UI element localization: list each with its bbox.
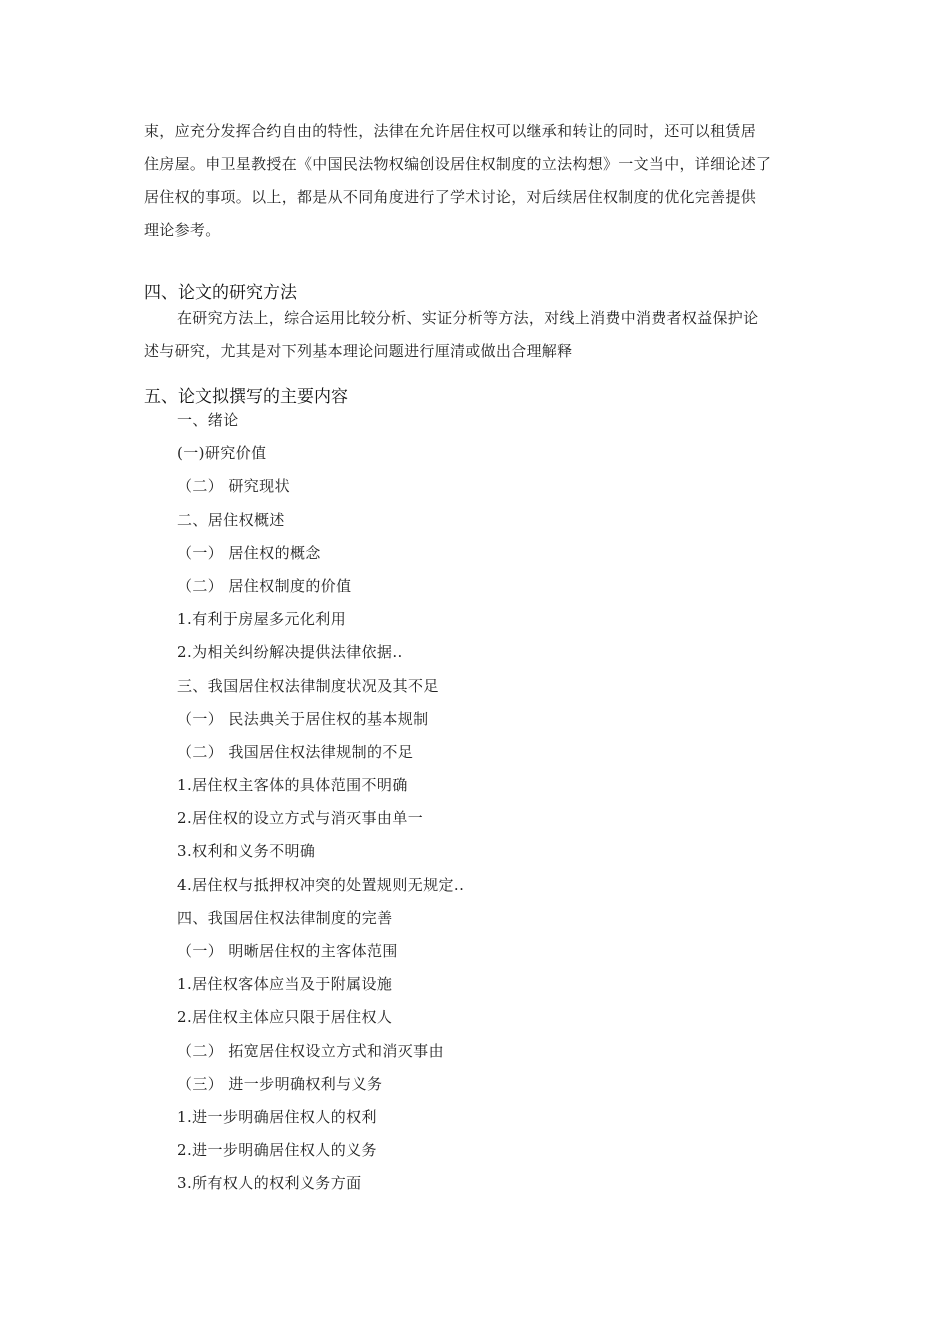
outline-item: 一、绪论	[177, 411, 239, 429]
outline-item: （二） 拓宽居住权设立方式和消灭事由	[177, 1041, 444, 1060]
outline-item: （一） 居住权的概念	[177, 543, 321, 562]
paragraph-line: 在研究方法上，综合运用比较分析、实证分析等方法，对线上消费中消费者权益保护论	[177, 309, 759, 327]
outline-item: （二） 居住权制度的价值	[177, 576, 352, 595]
outline-item: （二） 研究现状	[177, 477, 290, 496]
outline-item: （一） 明晰居住权的主客体范围	[177, 942, 398, 960]
outline-item: 4.居住权与抵押权冲突的处置规则无规定..	[177, 875, 465, 894]
section-heading-main-content: 五、论文拟撰写的主要内容	[144, 387, 348, 407]
outline-item: 三、我国居住权法律制度状况及其不足	[177, 676, 439, 695]
outline-item: 3.所有权人的权利义务方面	[177, 1174, 362, 1193]
paragraph-line: 理论参考。	[144, 221, 221, 239]
paragraph-line: 束，应充分发挥合约自由的特性，法律在允许居住权可以继承和转让的同时，还可以租赁居	[144, 122, 757, 140]
outline-item: 二、居住权概述	[177, 510, 285, 529]
outline-item: 1.进一步明确居住权人的权利	[177, 1107, 377, 1126]
outline-item: （二） 我国居住权法律规制的不足	[177, 742, 414, 761]
outline-item: 1.居住权主客体的具体范围不明确	[177, 776, 408, 795]
paragraph-line: 述与研究，尤其是对下列基本理论问题进行厘清或做出合理解释	[144, 342, 573, 360]
outline-item: （一） 民法典关于居住权的基本规制	[177, 709, 429, 728]
outline-item: 四、我国居住权法律制度的完善	[177, 908, 393, 927]
outline-item: (一)研究价值	[177, 444, 267, 463]
outline-item: 2.进一步明确居住权人的义务	[177, 1141, 377, 1160]
research-method-paragraph	[144, 302, 810, 368]
outline-item: 1.有利于房屋多元化利用	[177, 610, 347, 629]
content-outline-list	[177, 404, 464, 1201]
outline-item: 2.为相关纠纷解决提供法律依据..	[177, 643, 403, 662]
outline-item: 3.权利和义务不明确	[177, 842, 316, 861]
paragraph-line: 居住权的事项。以上，都是从不同角度进行了学术讨论，对后续居住权制度的优化完善提供	[144, 188, 757, 206]
paragraph-line: 住房屋。申卫星教授在《中国民法物权编创设居住权制度的立法构想》一文当中，详细论述了	[144, 155, 772, 173]
section-heading-research-method: 四、论文的研究方法	[144, 283, 297, 303]
intro-paragraph	[144, 115, 810, 247]
outline-item: （三） 进一步明确权利与义务	[177, 1074, 383, 1093]
outline-item: 2.居住权的设立方式与消灭事由单一	[177, 809, 424, 828]
outline-item: 2.居住权主体应只限于居住权人	[177, 1008, 393, 1027]
outline-item: 1.居住权客体应当及于附属设施	[177, 975, 393, 994]
